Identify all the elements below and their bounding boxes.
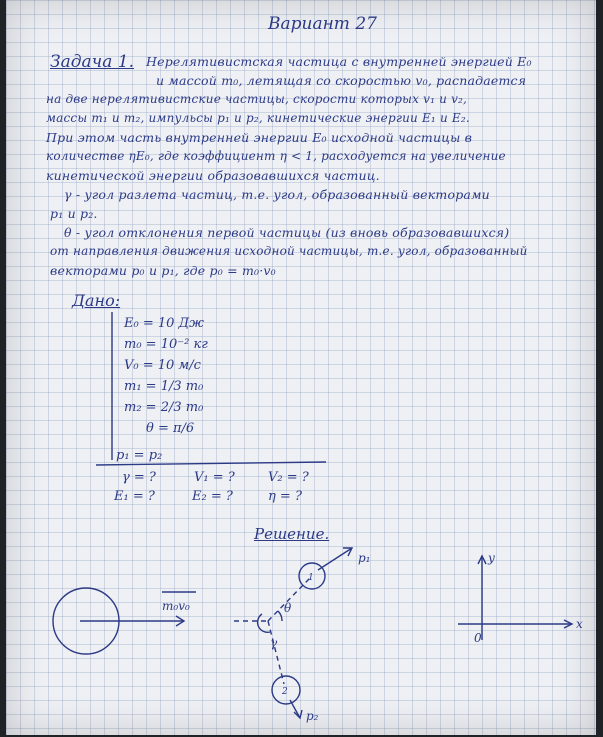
problem-line: массы m₁ и m₂, импульсы p₁ и p₂, кинетические энергии E₁ и E₂. xyxy=(46,111,470,125)
problem-line: от направления движения исходной частицы, т.е. угол, образованный xyxy=(50,244,528,258)
find-gamma: γ = ? xyxy=(122,470,156,485)
given-divider-line xyxy=(96,462,326,465)
variant-title: Вариант 27 xyxy=(268,14,377,34)
problem-line: θ - угол отклонения первой частицы (из вновь образовавшихся) xyxy=(64,225,510,240)
problem-line: p₁ и p₂. xyxy=(50,206,98,221)
given-line: V₀ = 10 м/с xyxy=(124,358,201,373)
given-line: p₁ = p₂ xyxy=(116,448,163,463)
theta-arc xyxy=(278,611,282,621)
y-axis-label: y xyxy=(488,551,495,565)
gamma-label: γ xyxy=(270,636,278,650)
given-title: Дано: xyxy=(72,291,121,310)
arrowhead xyxy=(343,548,352,556)
solution-title: Решение. xyxy=(254,525,330,543)
p1-arrow xyxy=(318,548,352,570)
p2-dashed-line xyxy=(268,621,284,684)
x-axis-label: x xyxy=(576,617,583,631)
find-e2: E₂ = ? xyxy=(192,489,233,504)
problem-line: При этом часть внутренней энергии E₀ исходной частицы в xyxy=(46,130,473,145)
given-line: m₂ = 2/3 m₀ xyxy=(124,400,204,415)
p2-label: p₂ xyxy=(306,709,319,723)
particle-2-label: 2 xyxy=(282,687,288,697)
problem-line: Нерелятивистская частица с внутренней энергией E₀ xyxy=(146,54,532,69)
theta-label: θ xyxy=(284,601,292,615)
given-line: m₁ = 1/3 m₀ xyxy=(124,379,204,394)
initial-momentum-label: m₀v₀ xyxy=(162,599,190,613)
given-line: m₀ = 10⁻² кг xyxy=(124,337,208,352)
p2-arrow xyxy=(290,700,300,718)
p1-label: p₁ xyxy=(358,551,371,565)
particle-1-label: 1 xyxy=(308,573,314,583)
problem-line: на две нерелятивистские частицы, скорости которых v₁ и v₂, xyxy=(46,92,468,106)
problem-line: векторами p₀ и p₁, где p₀ = m₀·v₀ xyxy=(50,263,276,278)
problem-line: γ - угол разлета частиц, т.е. угол, образованный векторами xyxy=(64,187,490,202)
problem-line: кинетической энергии образовавшихся частиц. xyxy=(46,168,380,183)
problem-line: и массой m₀, летящая со скоростью v₀, распадается xyxy=(156,73,527,88)
find-v2: V₂ = ? xyxy=(268,470,309,485)
notebook-page xyxy=(6,0,596,735)
given-line: E₀ = 10 Дж xyxy=(124,316,204,331)
find-eta: η = ? xyxy=(268,489,302,504)
find-e1: E₁ = ? xyxy=(114,489,155,504)
problem-label: Задача 1. xyxy=(50,52,134,72)
find-v1: V₁ = ? xyxy=(194,470,235,485)
handwritten-diagram xyxy=(6,0,596,735)
given-line: θ = π/6 xyxy=(146,421,195,436)
origin-label: 0 xyxy=(474,631,482,645)
problem-line: количестве ηE₀, где коэффициент η < 1, расходуется на увеличение xyxy=(46,149,506,163)
